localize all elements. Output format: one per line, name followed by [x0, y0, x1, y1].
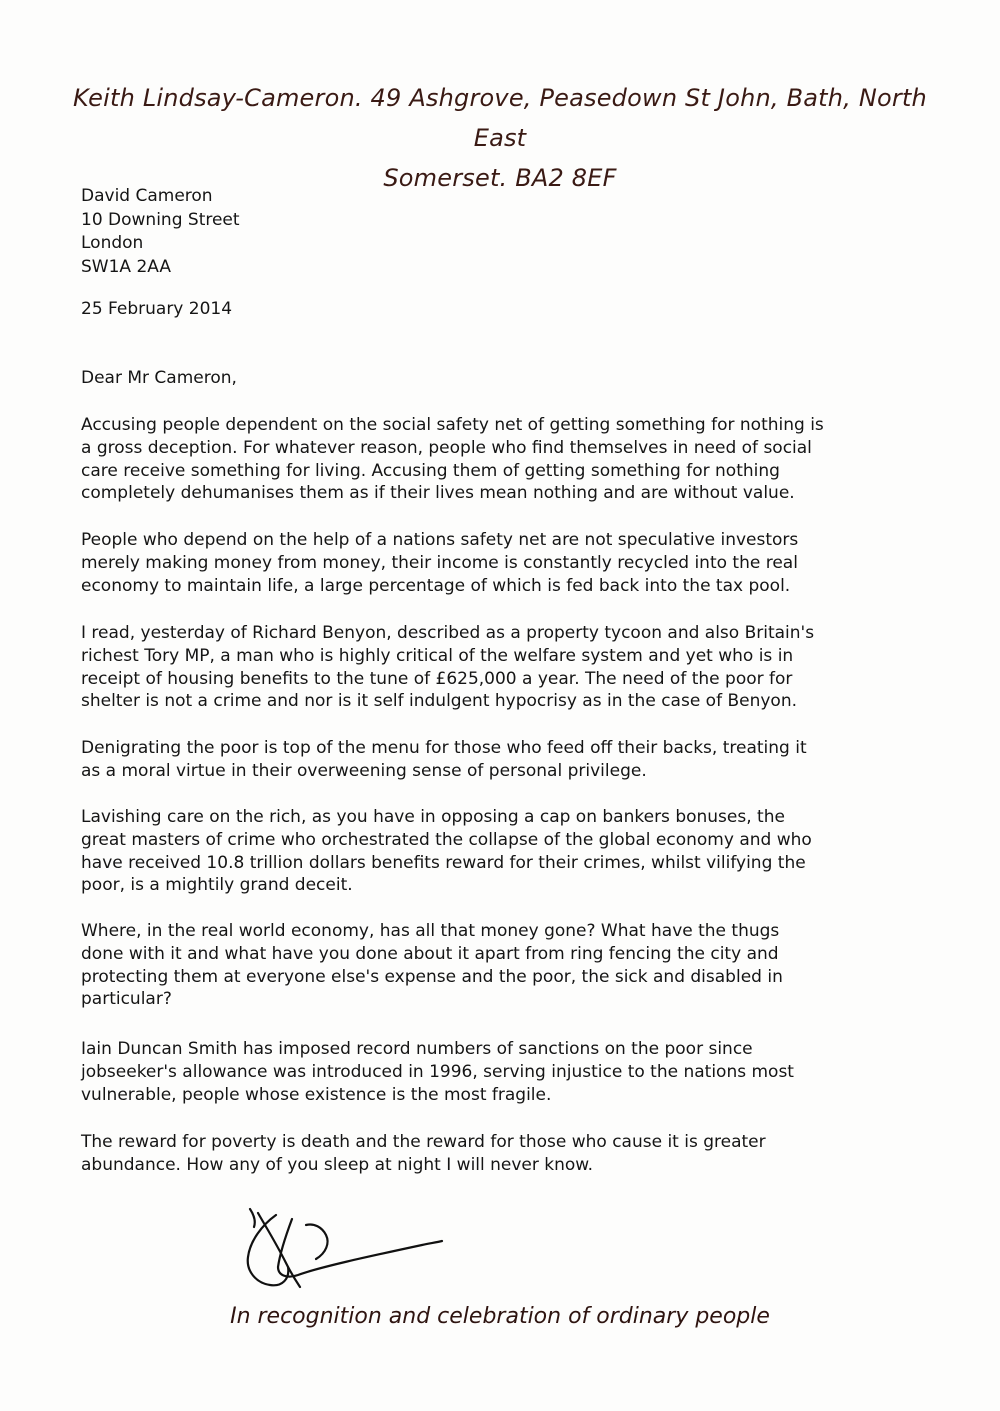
paragraph-line: as a moral virtue in their overweening sense of personal privilege. [81, 760, 647, 781]
paragraph-1 [81, 414, 941, 505]
paragraph-2 [81, 529, 941, 597]
paragraph-line: poor, is a mightily grand deceit. [81, 875, 353, 896]
paragraph-line: protecting them at everyone else's expense and the poor, the sick and disabled in [81, 966, 783, 987]
paragraph-line: a gross deception. For whatever reason, people who find themselves in need of social [81, 437, 812, 458]
paragraph-line: Iain Duncan Smith has imposed record numbers of sanctions on the poor since [81, 1039, 753, 1059]
paragraph-line: I read, yesterday of Richard Benyon, described as a property tycoon and also Britain's [81, 623, 815, 643]
salutation: Dear Mr Cameron, [81, 368, 237, 388]
paragraph-line: great masters of crime who orchestrated the collapse of the global economy and who [81, 829, 812, 850]
letterhead [60, 78, 940, 198]
handwritten-signature [236, 1205, 456, 1295]
paragraph-5 [81, 806, 941, 897]
paragraph-4 [81, 737, 941, 783]
paragraph-line: receipt of housing benefits to the tune of £625,000 a year. The need of the poor for [81, 668, 793, 689]
paragraph-6 [81, 920, 941, 1011]
paragraph-3 [81, 622, 941, 713]
paragraph-line: jobseeker's allowance was introduced in 1996, serving injustice to the nations most [81, 1061, 794, 1082]
letter-date: 25 February 2014 [81, 299, 233, 319]
recipient-postcode: SW1A 2AA [81, 256, 171, 277]
letterhead-line-1: Keith Lindsay-Cameron. 49 Ashgrove, Peasedown St John, Bath, North East [73, 84, 927, 152]
paragraph-line: Denigrating the poor is top of the menu for those who feed off their backs, treating it [81, 738, 807, 758]
recipient-city: London [81, 233, 144, 253]
paragraph-line: economy to maintain life, a large percentage of which is fed back into the tax pool. [81, 575, 791, 596]
paragraph-line: abundance. How any of you sleep at night I will never know. [81, 1154, 594, 1175]
tagline: In recognition and celebration of ordinary people [230, 1304, 770, 1329]
paragraph-line: done with it and what have you done about it apart from ring fencing the city and [81, 943, 779, 964]
paragraph-line: Where, in the real world economy, has all that money gone? What have the thugs [81, 921, 780, 941]
paragraph-line: completely dehumanises them as if their lives mean nothing and are without value. [81, 483, 795, 504]
paragraph-7 [81, 1038, 941, 1106]
paragraph-8 [81, 1131, 941, 1177]
recipient-street: 10 Downing Street [81, 209, 240, 230]
paragraph-line: The reward for poverty is death and the reward for those who cause it is greater [81, 1132, 766, 1152]
paragraph-line: vulnerable, people whose existence is the most fragile. [81, 1084, 552, 1105]
recipient-name: David Cameron [81, 186, 213, 206]
paragraph-line: particular? [81, 989, 172, 1010]
recipient-address [81, 185, 941, 279]
paragraph-line: richest Tory MP, a man who is highly critical of the welfare system and yet who is in [81, 645, 794, 666]
paragraph-line: have received 10.8 trillion dollars benefits reward for their crimes, whilst vilifying the [81, 852, 806, 873]
paragraph-line: shelter is not a crime and nor is it self indulgent hypocrisy as in the case of Benyon. [81, 691, 798, 712]
paragraph-line: People who depend on the help of a nations safety net are not speculative investors [81, 530, 799, 550]
paragraph-line: Lavishing care on the rich, as you have in opposing a cap on bankers bonuses, the [81, 807, 785, 827]
paragraph-line: merely making money from money, their income is constantly recycled into the real [81, 552, 798, 573]
paragraph-line: Accusing people dependent on the social safety net of getting something for nothing is [81, 415, 824, 435]
paragraph-line: care receive something for living. Accusing them of getting something for nothing [81, 460, 780, 481]
letterhead-line-2: Somerset. BA2 8EF [383, 164, 617, 192]
